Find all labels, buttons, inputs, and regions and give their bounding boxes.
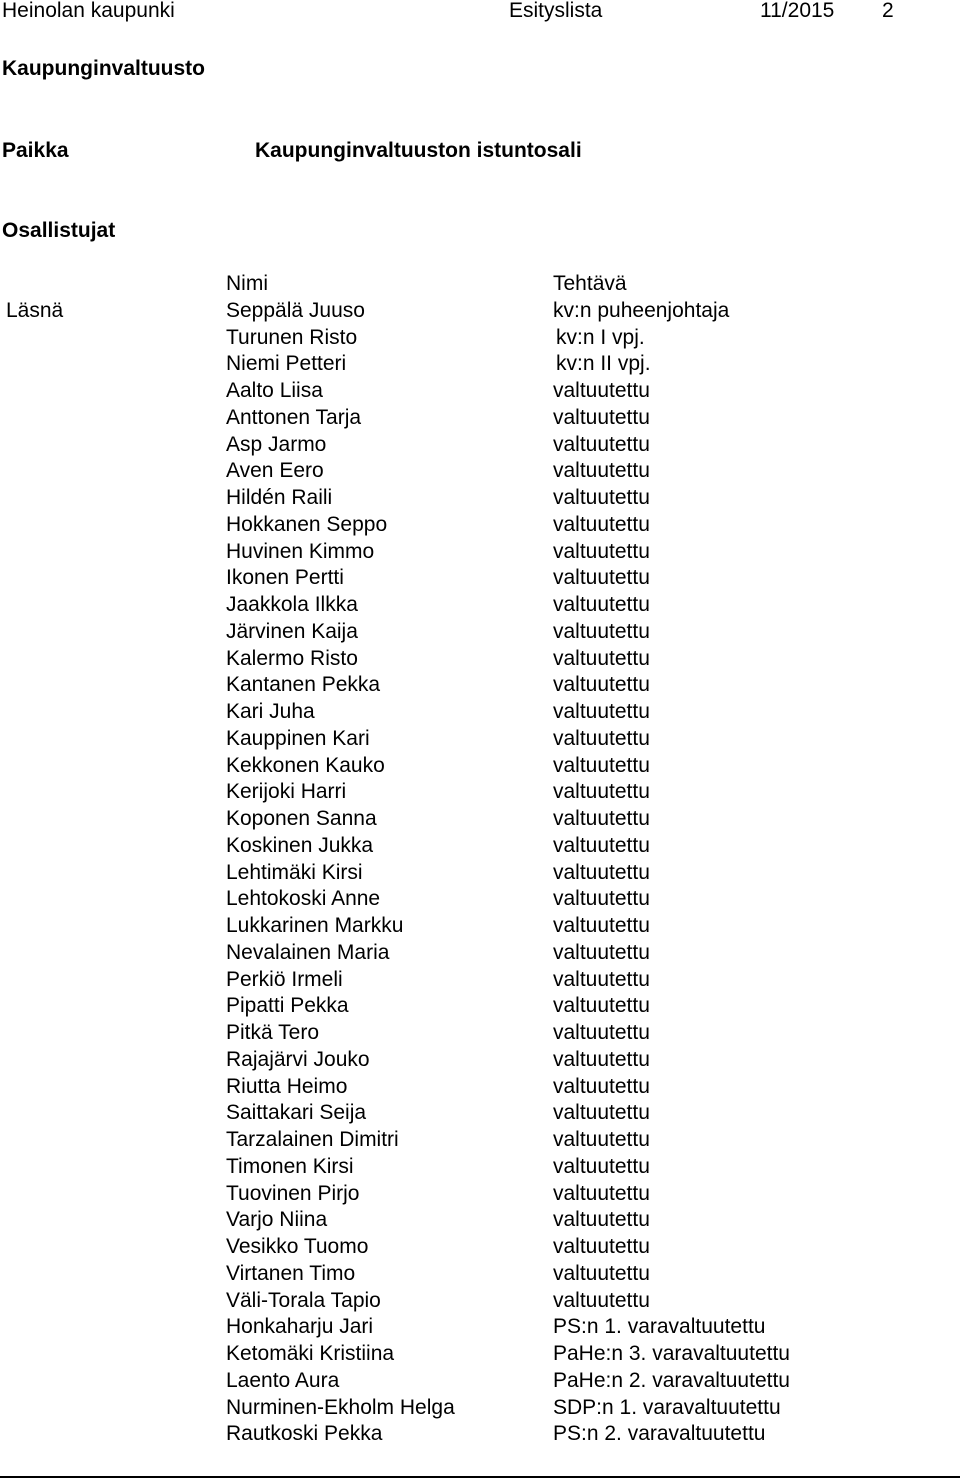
participant-role: valtuutettu [553, 379, 650, 402]
participant-name: Kalermo Risto [226, 646, 358, 670]
participant-name: Kauppinen Kari [226, 726, 370, 750]
place-label: Paikka [2, 139, 69, 162]
table-row [0, 754, 960, 781]
table-row [0, 1101, 960, 1128]
participant-role: valtuutettu [553, 753, 650, 777]
organ-title: Kaupunginvaltuusto [2, 57, 205, 80]
participant-role: valtuutettu [553, 780, 650, 804]
participant-role: valtuutettu [553, 459, 650, 483]
participant-name: Aalto Liisa [226, 379, 323, 402]
participant-role: valtuutettu [553, 566, 650, 590]
participant-role: valtuutettu [553, 1181, 650, 1205]
table-row [0, 1396, 960, 1423]
table-row [0, 1262, 960, 1289]
participant-role: valtuutettu [553, 1128, 650, 1151]
participant-role: kv:n I vpj. [556, 325, 645, 349]
participant-role: valtuutettu [553, 1047, 650, 1071]
table-row [0, 620, 960, 647]
table-row [0, 1182, 960, 1209]
table-row [0, 1342, 960, 1369]
column-header-role: Tehtävä [553, 272, 627, 295]
participant-name: Huvinen Kimmo [226, 539, 375, 563]
participant-name: Turunen Risto [226, 325, 358, 349]
participant-name: Lukkarinen Markku [226, 914, 404, 937]
meeting-number: 11/2015 [760, 0, 835, 22]
page-number: 2 [882, 0, 894, 22]
participant-name: Anttonen Tarja [226, 405, 362, 429]
participant-name: Nurminen-Ekholm Helga [226, 1395, 455, 1419]
participant-role: valtuutettu [553, 1235, 650, 1258]
participant-name: Hokkanen Seppo [226, 512, 388, 536]
table-row [0, 540, 960, 567]
participant-name: Väli-Torala Tapio [226, 1288, 381, 1312]
column-header-name: Nimi [226, 272, 268, 295]
table-row [0, 459, 960, 486]
participant-role: valtuutettu [553, 807, 650, 830]
participant-name: Seppälä Juuso [226, 298, 365, 322]
participant-role: valtuutettu [553, 1074, 650, 1098]
participant-name: Rautkoski Pekka [226, 1422, 383, 1446]
table-row [0, 486, 960, 513]
table-row [0, 1315, 960, 1342]
participant-role: valtuutettu [553, 405, 650, 429]
participant-role: PS:n 1. varavaltuutettu [553, 1315, 766, 1339]
table-row [0, 968, 960, 995]
participant-name: Jaakkola Ilkka [226, 593, 358, 616]
table-row [0, 593, 960, 620]
participant-name: Pitkä Tero [226, 1021, 319, 1044]
participant-role: valtuutettu [553, 967, 650, 991]
participant-role: valtuutettu [553, 726, 650, 750]
document-type: Esityslista [509, 0, 603, 22]
participant-name: Nevalainen Maria [226, 940, 390, 964]
participant-name: Tuovinen Pirjo [226, 1181, 360, 1205]
table-row [0, 433, 960, 460]
participant-role: valtuutettu [553, 486, 650, 509]
table-row [0, 673, 960, 700]
participant-name: Pipatti Pekka [226, 994, 349, 1018]
table-row [0, 807, 960, 834]
participant-role: valtuutettu [553, 1288, 650, 1312]
participant-name: Riutta Heimo [226, 1074, 348, 1098]
participant-name: Saittakari Seija [226, 1101, 367, 1125]
participant-name: Järvinen Kaija [226, 619, 358, 643]
table-row [0, 647, 960, 674]
participant-role: valtuutettu [553, 887, 650, 911]
participant-name: Kantanen Pekka [226, 673, 381, 697]
participant-name: Kari Juha [226, 700, 315, 723]
table-row [0, 1021, 960, 1048]
participant-name: Koponen Sanna [226, 807, 377, 830]
participant-name: Lehtimäki Kirsi [226, 860, 363, 884]
page-header [0, 0, 960, 26]
participant-role: valtuutettu [553, 1261, 650, 1285]
table-row [0, 1422, 960, 1449]
table-row [0, 566, 960, 593]
participant-name: Perkiö Irmeli [226, 967, 343, 991]
participant-role: valtuutettu [553, 833, 650, 857]
table-row [0, 994, 960, 1021]
table-row [0, 727, 960, 754]
participant-name: Honkaharju Jari [226, 1315, 374, 1339]
table-row [0, 1369, 960, 1396]
table-row [0, 700, 960, 727]
footer-rule [0, 1476, 960, 1478]
participant-name: Lehtokoski Anne [226, 887, 381, 911]
participant-role: valtuutettu [553, 1101, 650, 1125]
table-row [0, 861, 960, 888]
participant-role: valtuutettu [553, 432, 650, 456]
participant-name: Timonen Kirsi [226, 1154, 354, 1178]
table-row [0, 1208, 960, 1235]
city-name: Heinolan kaupunki [2, 0, 175, 22]
table-row [0, 887, 960, 914]
participant-name: Virtanen Timo [226, 1261, 356, 1285]
participant-name: Hildén Raili [226, 486, 333, 509]
table-row [0, 352, 960, 379]
table-row [0, 1155, 960, 1182]
table-row [0, 1075, 960, 1102]
table-row [0, 513, 960, 540]
table-row [0, 1048, 960, 1075]
participant-role: SDP:n 1. varavaltuutettu [553, 1395, 781, 1419]
participant-role: PS:n 2. varavaltuutettu [553, 1422, 766, 1446]
participant-name: Koskinen Jukka [226, 833, 374, 857]
table-row [0, 299, 960, 326]
participant-role: valtuutettu [553, 673, 650, 697]
participant-role: valtuutettu [553, 539, 650, 563]
participant-name: Aven Eero [226, 459, 324, 483]
participant-name: Asp Jarmo [226, 432, 327, 456]
table-header-row [0, 272, 960, 299]
participant-name: Varjo Niina [226, 1208, 328, 1232]
participant-name: Kerijoki Harri [226, 780, 347, 804]
participant-role: PaHe:n 3. varavaltuutettu [553, 1342, 790, 1365]
participant-role: valtuutettu [553, 512, 650, 536]
participant-name: Ketomäki Kristiina [226, 1342, 395, 1365]
participant-name: Rajajärvi Jouko [226, 1047, 370, 1071]
participant-name: Vesikko Tuomo [226, 1235, 369, 1258]
participant-role: PaHe:n 2. varavaltuutettu [553, 1368, 790, 1392]
table-row [0, 941, 960, 968]
participant-role: valtuutettu [553, 646, 650, 670]
attendance-status: Läsnä [6, 298, 64, 322]
participant-role: valtuutettu [553, 1154, 650, 1178]
participant-role: valtuutettu [553, 700, 650, 723]
table-row [0, 780, 960, 807]
participant-role: valtuutettu [553, 1021, 650, 1044]
table-row [0, 834, 960, 861]
participant-name: Tarzalainen Dimitri [226, 1128, 399, 1151]
participant-name: Laento Aura [226, 1368, 340, 1392]
participant-role: kv:n puheenjohtaja [553, 298, 730, 322]
table-row [0, 914, 960, 941]
participants-table [0, 272, 960, 1449]
table-row [0, 1235, 960, 1262]
table-row [0, 326, 960, 353]
participant-role: valtuutettu [553, 593, 650, 616]
participant-role: valtuutettu [553, 994, 650, 1018]
participant-role: valtuutettu [553, 940, 650, 964]
table-row [0, 1128, 960, 1155]
participant-role: valtuutettu [553, 914, 650, 937]
participant-name: Ikonen Pertti [226, 566, 344, 590]
table-row [0, 1289, 960, 1316]
participant-name: Kekkonen Kauko [226, 753, 385, 777]
participant-role: valtuutettu [553, 619, 650, 643]
participants-heading: Osallistujat [2, 219, 116, 242]
table-row [0, 406, 960, 433]
place-value: Kaupunginvaltuuston istuntosali [255, 139, 582, 162]
participant-role: valtuutettu [553, 860, 650, 884]
participant-role: valtuutettu [553, 1208, 650, 1232]
table-row [0, 379, 960, 406]
participant-role: kv:n II vpj. [556, 352, 651, 376]
participant-name: Niemi Petteri [226, 352, 347, 376]
